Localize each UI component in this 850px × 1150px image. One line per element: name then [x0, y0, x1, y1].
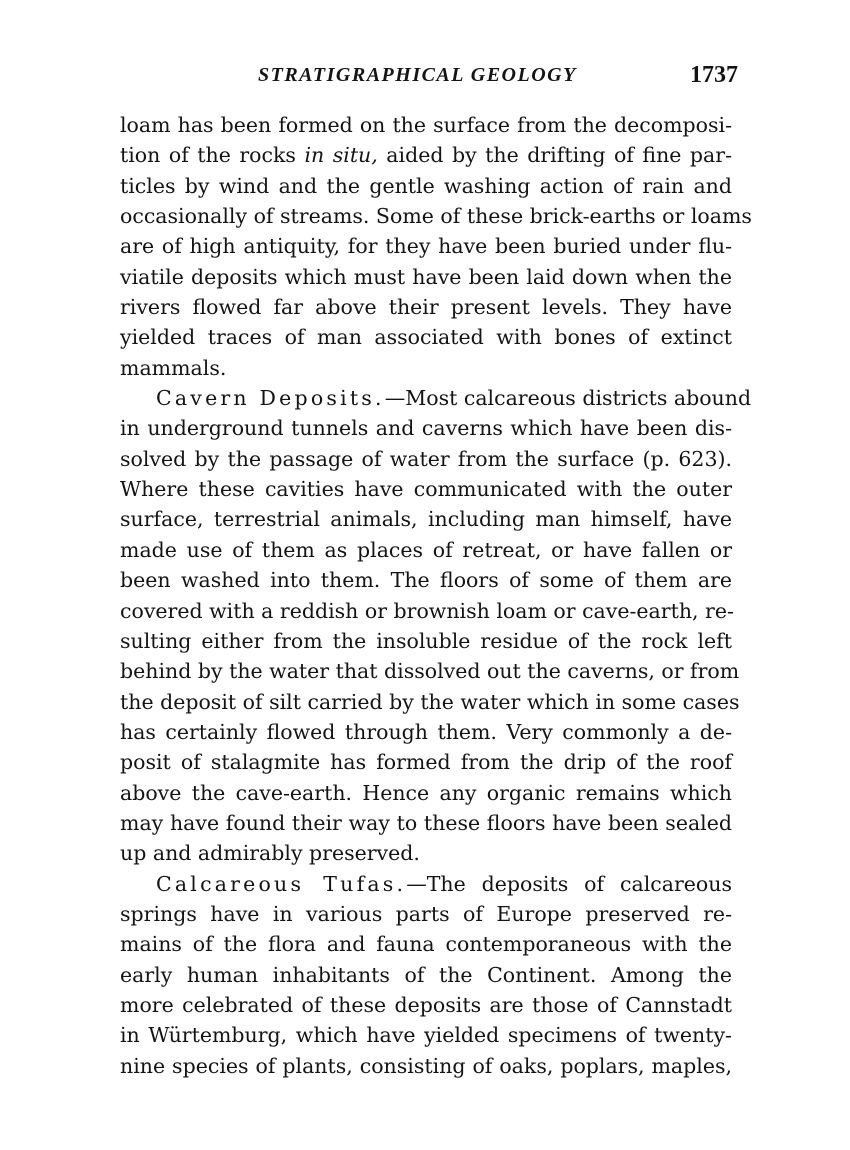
text-line: in Würtemburg, which have yielded specimens of twenty-	[120, 1023, 732, 1048]
text-line: loam has been formed on the surface from the decomposi-	[120, 113, 732, 137]
text-line: covered with a reddish or brownish loam or cave-earth, re-	[120, 598, 734, 623]
paragraph-end-line: mammals.	[120, 355, 227, 380]
section-heading: Calcareous Tufas.	[156, 871, 407, 896]
text-line: ticles by wind and the gentle washing action of rain and	[120, 173, 732, 198]
page-number: 1737	[690, 62, 738, 88]
text-line	[120, 869, 732, 899]
text-line	[120, 140, 732, 170]
text-line: early human inhabitants of the Continent. Among the	[120, 962, 732, 987]
body-text	[120, 110, 752, 1081]
text-line: the deposit of silt carried by the water which in some cases	[120, 689, 740, 714]
text-line: surface, terrestrial animals, including man himself, have	[120, 507, 732, 532]
text-line: yielded traces of man associated with bones of extinct	[120, 325, 732, 350]
paragraph-end-line: up and admirably preserved.	[120, 841, 420, 866]
text-line: may have found their way to these floors have been sealed	[120, 810, 732, 835]
text-line: springs have in various parts of Europe preserved re-	[120, 901, 732, 926]
text-line: nine species of plants, consisting of oaks, poplars, maples,	[120, 1053, 732, 1078]
text-line	[120, 383, 752, 413]
text-line: posit of stalagmite has formed from the drip of the roof	[120, 750, 732, 775]
text-line: more celebrated of these deposits are those of Cannstadt	[120, 992, 732, 1017]
text-line: rivers flowed far above their present levels. They have	[120, 295, 732, 320]
text-line: viatile deposits which must have been laid down when the	[120, 264, 732, 289]
italic-term: in situ,	[304, 143, 378, 168]
text-line: mains of the flora and fauna contemporaneous with the	[120, 932, 732, 957]
text-line: behind by the water that dissolved out the caverns, or from	[120, 659, 740, 684]
text-line: are of high antiquity, for they have been buried under flu-	[120, 234, 732, 259]
text-run: —Most calcareous districts abound	[384, 386, 752, 411]
text-line: occasionally of streams. Some of these brick-earths or loams	[120, 204, 752, 229]
text-line: solved by the passage of water from the surface (p. 623).	[120, 446, 732, 471]
text-line: has certainly flowed through them. Very commonly a de-	[120, 719, 732, 744]
text-line: Where these cavities have communicated with the outer	[120, 477, 732, 502]
text-line: made use of them as places of retreat, or have fallen or	[120, 537, 732, 562]
running-head: STRATIGRAPHICAL GEOLOGY	[258, 64, 577, 86]
page-header	[120, 64, 738, 96]
text-run: tion of the rocks	[120, 143, 305, 168]
text-run: aided by the drifting of fine par-	[377, 143, 732, 168]
text-line: in underground tunnels and caverns which have been dis-	[120, 416, 732, 441]
text-line: been washed into them. The floors of some of them are	[120, 568, 732, 593]
section-heading: Cavern Deposits.	[156, 386, 385, 411]
text-line: above the cave-earth. Hence any organic remains which	[120, 780, 732, 805]
text-line: sulting either from the insoluble residue of the rock left	[120, 628, 732, 653]
text-run: —The deposits of calcareous	[406, 871, 732, 896]
